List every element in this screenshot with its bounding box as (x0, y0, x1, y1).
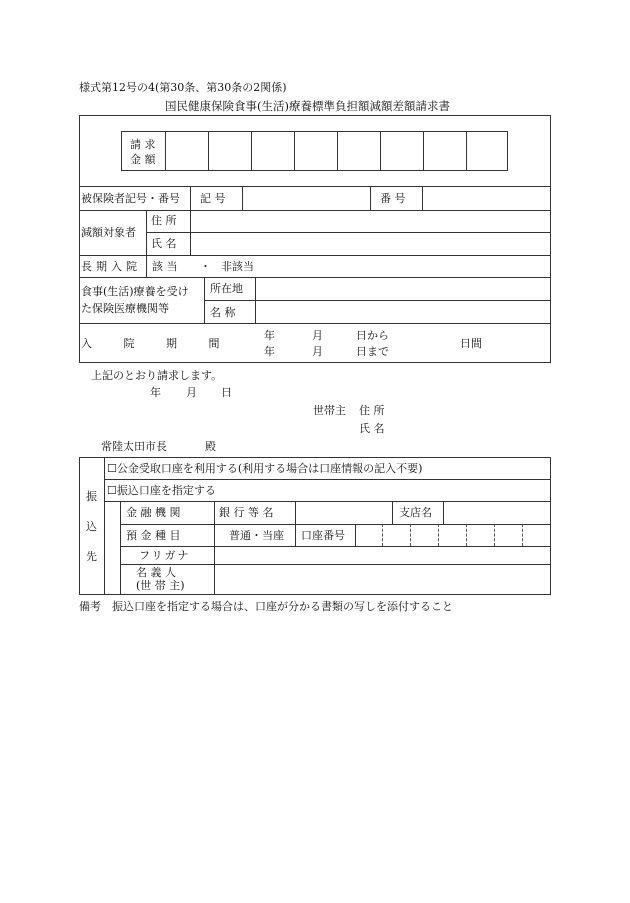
claim-amount-label-2: 金 額 (130, 153, 156, 166)
target-address-label: 住 所 (151, 214, 177, 227)
symbol-input[interactable] (243, 187, 369, 209)
account-number-input[interactable] (356, 525, 550, 545)
period-year-2: 年 (264, 345, 275, 358)
target-name-input[interactable] (191, 233, 550, 254)
institution-label-1: 食事(生活)療養を受け (81, 285, 189, 298)
form-number: 様式第12号の4(第30条、第30条の2関係) (79, 81, 287, 94)
long-term-not-applicable[interactable]: 非該当 (221, 260, 254, 273)
target-address-input[interactable] (191, 211, 550, 231)
institution-type-label: 金 融 機 関 (126, 506, 181, 519)
symbol-label: 記 号 (200, 192, 226, 205)
holder-label-2: (世 帯 主) (136, 579, 185, 592)
deposit-type-value[interactable]: 普通・当座 (229, 529, 284, 542)
option-specify-account[interactable]: ☐振込口座を指定する (107, 484, 216, 497)
date-month: 月 (186, 386, 197, 399)
transfer-side-label-3: 先 (86, 550, 97, 563)
claim-amount-input[interactable] (166, 132, 507, 170)
account-number-label: 口座番号 (301, 529, 345, 542)
date-day: 日 (221, 386, 232, 399)
period-input[interactable] (205, 324, 550, 362)
transfer-side-label-2: 込 (86, 520, 97, 533)
institution-name-input[interactable] (256, 301, 550, 322)
insured-label: 被保険者記号・番号 (81, 192, 180, 205)
claim-amount-label-1: 請 求 (130, 138, 156, 151)
long-term-applicable[interactable]: 該 当 (152, 260, 178, 273)
holder-input[interactable] (215, 565, 550, 594)
long-term-dot: ・ (200, 260, 211, 273)
reduction-target-label: 減額対象者 (81, 226, 136, 239)
bank-name-label: 銀 行 等 名 (219, 506, 274, 519)
period-label: 入 院 期 間 (81, 337, 234, 350)
addressee-name: 常陸太田市長 (101, 440, 167, 453)
period-month-1: 月 (312, 329, 323, 342)
period-days: 日間 (460, 337, 482, 350)
number-label: 番 号 (380, 192, 406, 205)
holder-label-1: 名 義 人 (136, 566, 176, 579)
furigana-label: フリガナ (139, 549, 191, 562)
period-until: 日まで (356, 345, 389, 358)
target-name-label: 氏 名 (151, 237, 177, 250)
period-month-2: 月 (312, 345, 323, 358)
option-public-account[interactable]: ☐公金受取口座を利用する(利用する場合は口座情報の記入不要) (107, 462, 423, 475)
transfer-side-label-1: 振 (86, 490, 97, 503)
institution-location-input[interactable] (256, 278, 550, 299)
page-title: 国民健康保険食事(生活)療養標準負担額減額差額請求書 (165, 99, 450, 113)
deposit-type-label: 預 金 種 目 (126, 529, 181, 542)
period-from: 日から (356, 329, 389, 342)
number-input[interactable] (423, 187, 550, 209)
institution-name-label: 名 称 (210, 306, 236, 319)
institution-label-2: た保険医療機関等 (81, 302, 169, 315)
householder-address-label: 住 所 (359, 404, 385, 417)
furigana-input[interactable] (215, 547, 550, 563)
branch-label: 支店名 (399, 506, 432, 519)
remarks: 備考 振込口座を指定する場合は、口座が分かる書類の写しを添付すること (79, 600, 453, 613)
date-year: 年 (150, 386, 161, 399)
bank-name-input[interactable] (296, 502, 391, 523)
householder-name-label: 氏 名 (359, 422, 385, 435)
householder-title: 世帯主 (313, 404, 346, 417)
statement: 上記のとおり請求します。 (91, 369, 223, 382)
branch-input[interactable] (444, 502, 550, 523)
long-term-label: 長期入院 (81, 260, 141, 273)
institution-location-label: 所在地 (210, 282, 243, 295)
addressee-honorific: 殿 (205, 440, 216, 453)
period-year-1: 年 (264, 329, 275, 342)
